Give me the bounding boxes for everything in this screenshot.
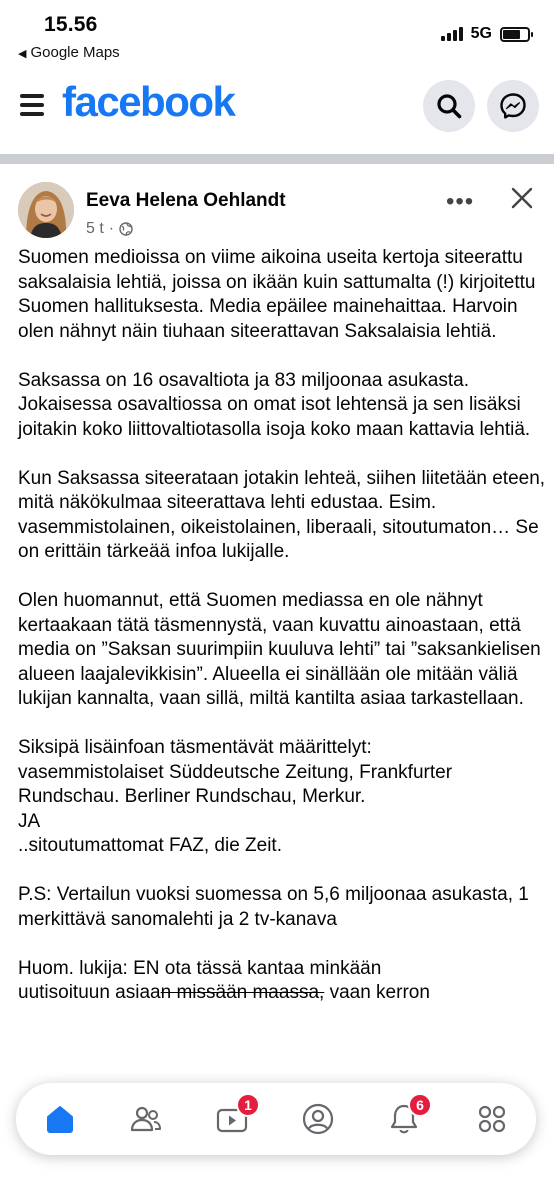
status-bar bbox=[0, 0, 554, 70]
post-more-options-button[interactable]: ••• bbox=[446, 188, 475, 215]
facebook-header bbox=[0, 72, 554, 154]
author-name[interactable]: Eeva Helena Oehlandt bbox=[86, 190, 286, 211]
post-paragraph: P.S: Vertailun vuoksi suomessa on 5,6 miljoonaa asukasta, 1 merkittävä sanomalehti ja 2 tv-kanava bbox=[18, 884, 529, 930]
hamburger-menu-icon[interactable] bbox=[20, 94, 44, 116]
post-paragraph: Suomen medioissa on viime aikoina useita kertoja siteerattu saksalaisia lehtiä, joissa on ikään kuin sattumalta (!) kirjoitettu Suomen hallituksesta. Media epäilee mainehaittaa. Harvoin olen nähnyt näin tiuhaan siteerattavan Saksalaisia lehtiä. bbox=[18, 247, 536, 342]
cellular-signal-icon bbox=[441, 27, 463, 41]
back-app-name: Google Maps bbox=[30, 44, 120, 61]
feed-divider bbox=[0, 154, 554, 164]
post-paragraph: Siksipä lisäinfoan täsmentävät määrittelyt: vasemmistolaiset Süddeutsche Zeitung, Frankfurter Rundschau. Berliner Rundschau, Merkur. JA ..sitoutumattomat FAZ, die Zeit. bbox=[18, 737, 453, 856]
messenger-icon bbox=[499, 92, 527, 120]
battery-icon bbox=[500, 27, 530, 42]
nav-menu[interactable] bbox=[462, 1083, 522, 1155]
nav-notifications[interactable] bbox=[374, 1083, 434, 1155]
search-button[interactable] bbox=[423, 80, 475, 132]
home-icon bbox=[44, 1103, 76, 1135]
bottom-navigation bbox=[16, 1083, 536, 1155]
post-paragraph: Saksassa on 16 osavaltiota ja 83 miljoonaa asukasta. Jokaisessa osavaltiossa on omat isot lehtensä ja sen lisäksi joitakin koko liittovaltiotasolla isoja koko maan kattavia lehtiä. bbox=[18, 369, 531, 440]
post-paragraph: Kun Saksassa siteerataan jotakin lehteä, siihen liitetään eteen, mitä näkökulmaa siteerattava lehti edustaa. Esim. vasemmistolainen, oikeistolainen, liberaali, sitoutumaton… Se on erittäin tärkeää infoa lukijalle. bbox=[18, 467, 546, 562]
profile-icon bbox=[301, 1102, 335, 1136]
post-text-span: uutisoituun asiaa bbox=[18, 982, 161, 1003]
nav-friends[interactable] bbox=[116, 1083, 176, 1155]
struck-text: n missään maassa, bbox=[160, 982, 325, 1003]
post-paragraph: Olen huomannut, että Suomen mediassa en ole nähnyt kertaakaan tätä täsmennystä, vaan kuvattu ainoastaan, että media on ”Saksan suurimpiin kuuluva lehti” tai ”saksankielisen alueen laajalevikkisin”. Alueella ei sinällään ole mitään väliä lukijan kannalta, vaan sillä, miltä kantilta asiaa tarkastellaan. bbox=[18, 590, 541, 709]
status-time: 15.56 bbox=[44, 13, 98, 36]
close-icon[interactable] bbox=[508, 184, 536, 212]
notifications-badge: 6 bbox=[408, 1093, 432, 1117]
post-line bbox=[18, 981, 548, 1006]
friends-icon bbox=[129, 1103, 163, 1135]
post-meta bbox=[86, 220, 133, 238]
globe-icon bbox=[119, 222, 133, 236]
facebook-logo[interactable]: facebook bbox=[62, 78, 235, 125]
nav-home[interactable] bbox=[30, 1083, 90, 1155]
post-header bbox=[0, 172, 554, 244]
search-icon bbox=[436, 93, 462, 119]
post-text-span: vaan kerron bbox=[324, 982, 430, 1003]
post-text bbox=[18, 246, 548, 1006]
post-time[interactable]: 5 t bbox=[86, 220, 104, 237]
menu-grid-icon bbox=[476, 1103, 508, 1135]
back-triangle-icon: ◀ bbox=[18, 48, 27, 60]
status-indicators bbox=[441, 25, 530, 43]
video-badge: 1 bbox=[236, 1093, 260, 1117]
avatar-image bbox=[18, 182, 74, 238]
meta-separator: · bbox=[108, 220, 115, 237]
author-avatar[interactable] bbox=[18, 182, 74, 238]
back-to-app-link[interactable] bbox=[18, 44, 120, 61]
nav-video[interactable] bbox=[202, 1083, 262, 1155]
post-paragraph-last bbox=[18, 957, 548, 1006]
post-line: Huom. lukija: EN ota tässä kantaa minkään bbox=[18, 957, 382, 979]
nav-profile[interactable] bbox=[288, 1083, 348, 1155]
network-type: 5G bbox=[470, 25, 492, 42]
messenger-button[interactable] bbox=[487, 80, 539, 132]
